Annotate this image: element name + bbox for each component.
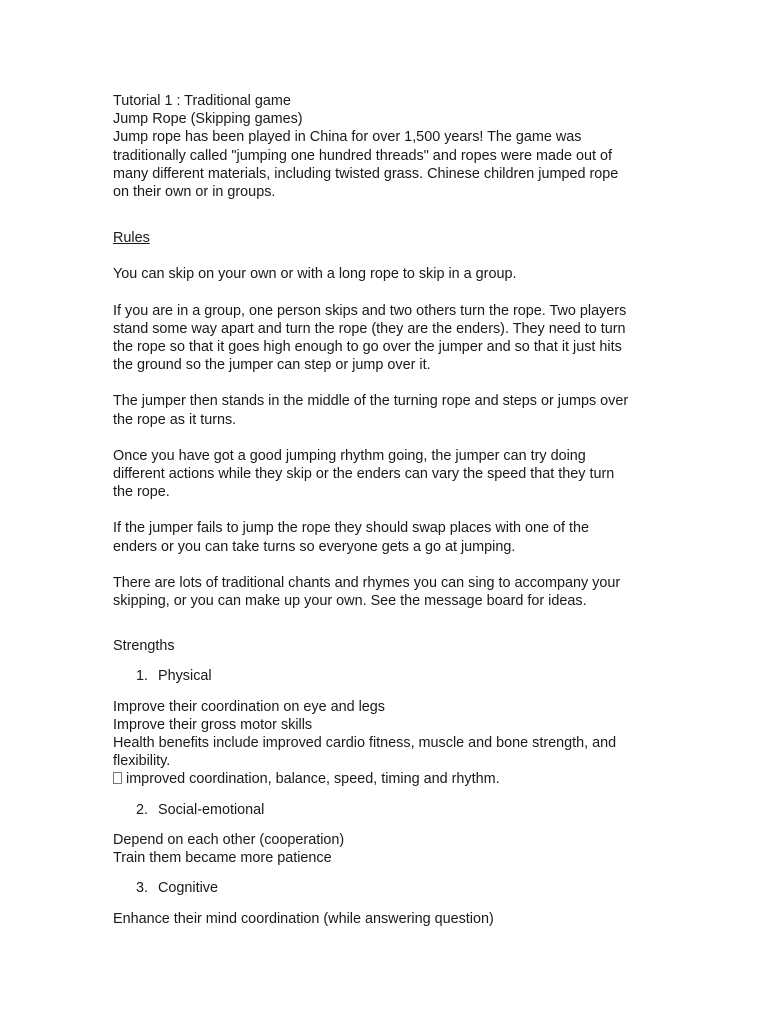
paragraph-line: If the jumper fails to jump the rope they should swap places with one of the bbox=[113, 520, 589, 537]
bullet-text: improved coordination, balance, speed, timing and rhythm. bbox=[126, 771, 500, 788]
item-number: 1. bbox=[136, 668, 149, 685]
strengths-section bbox=[113, 637, 673, 927]
detail-line: Enhance their mind coordination (while answering question) bbox=[113, 910, 494, 927]
detail-line: Health benefits include improved cardio fitness, muscle and bone strength, and bbox=[113, 735, 617, 752]
intro-line: traditionally called "jumping one hundred threads" and ropes were made out of bbox=[113, 147, 613, 164]
strength-details bbox=[113, 698, 673, 789]
intro-section bbox=[113, 92, 673, 201]
intro-line: on their own or in groups. bbox=[113, 184, 276, 201]
paragraph-line: skipping, or you can make up your own. See the message board for ideas. bbox=[113, 593, 587, 610]
item-number: 3. bbox=[136, 880, 149, 897]
bullet-line bbox=[113, 770, 673, 788]
paragraph-line: You can skip on your own or with a long rope to skip in a group. bbox=[113, 266, 517, 283]
rules-paragraph bbox=[113, 265, 673, 283]
strength-item-physical bbox=[113, 667, 673, 685]
paragraph-line: enders or you can take turns so everyone gets a go at jumping. bbox=[113, 538, 516, 555]
rules-section bbox=[113, 229, 673, 610]
document-page bbox=[113, 92, 673, 928]
paragraph-line: If you are in a group, one person skips and two others turn the rope. Two players bbox=[113, 302, 627, 319]
paragraph-line: The jumper then stands in the middle of the turning rope and steps or jumps over bbox=[113, 393, 629, 410]
item-number: 2. bbox=[136, 801, 149, 818]
strength-details bbox=[113, 910, 673, 928]
detail-line: Improve their coordination on eye and legs bbox=[113, 698, 385, 715]
strength-item-social-emotional bbox=[113, 801, 673, 819]
intro-line: Jump rope has been played in China for over 1,500 years! The game was bbox=[113, 129, 582, 146]
paragraph-line: the rope. bbox=[113, 484, 170, 501]
detail-line: Train them became more patience bbox=[113, 850, 332, 867]
item-label: Cognitive bbox=[158, 880, 218, 897]
rules-heading: Rules bbox=[113, 230, 150, 247]
missing-glyph-box-icon bbox=[113, 772, 122, 784]
intro-line: many different materials, including twisted grass. Chinese children jumped rope bbox=[113, 165, 619, 182]
strength-details bbox=[113, 831, 673, 867]
detail-line: Improve their gross motor skills bbox=[113, 716, 313, 733]
paragraph-line: the rope so that it goes high enough to go over the jumper and so that it just hits bbox=[113, 339, 622, 356]
strength-item-cognitive bbox=[113, 879, 673, 897]
document-subtitle: Jump Rope (Skipping games) bbox=[113, 111, 303, 128]
item-label: Physical bbox=[158, 668, 212, 685]
paragraph-line: There are lots of traditional chants and rhymes you can sing to accompany your bbox=[113, 574, 621, 591]
rules-paragraph bbox=[113, 574, 673, 610]
detail-line: Depend on each other (cooperation) bbox=[113, 831, 345, 848]
item-label: Social-emotional bbox=[158, 801, 265, 818]
rules-paragraph bbox=[113, 302, 673, 375]
paragraph-line: stand some way apart and turn the rope (they are the enders). They need to turn bbox=[113, 320, 626, 337]
paragraph-line: Once you have got a good jumping rhythm going, the jumper can try doing bbox=[113, 447, 586, 464]
rules-paragraph bbox=[113, 392, 673, 428]
rules-paragraph bbox=[113, 447, 673, 502]
paragraph-line: the ground so the jumper can step or jump over it. bbox=[113, 357, 431, 374]
detail-line: flexibility. bbox=[113, 753, 171, 770]
strengths-heading: Strengths bbox=[113, 638, 175, 655]
paragraph-line: the rope as it turns. bbox=[113, 411, 237, 428]
paragraph-line: different actions while they skip or the enders can vary the speed that they turn bbox=[113, 466, 615, 483]
document-title: Tutorial 1 : Traditional game bbox=[113, 93, 291, 109]
rules-paragraph bbox=[113, 519, 673, 555]
